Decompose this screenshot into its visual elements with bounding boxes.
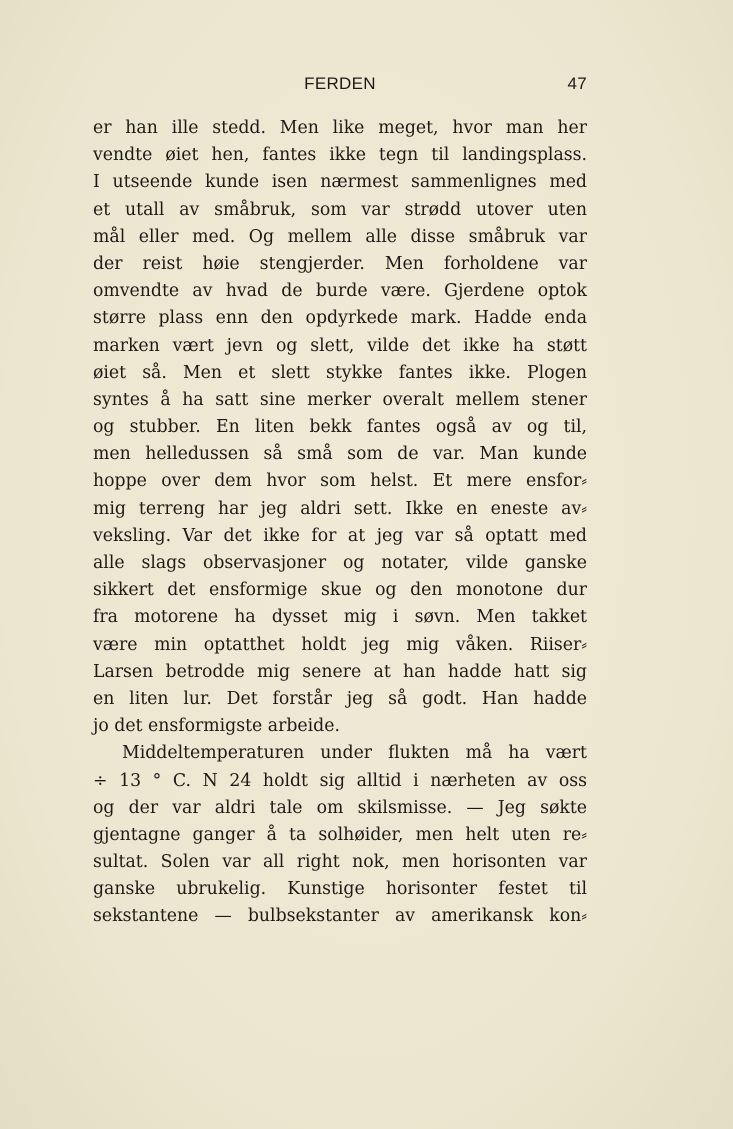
text-line: sikkert det ensformige skue og den monotone dur — [93, 580, 587, 601]
text-line: Larsen betrodde mig senere at han hadde hatt sig — [93, 661, 587, 682]
text-line: sultat. Solen var all right nok, men horisonten var — [93, 852, 587, 873]
text-line: være min optatthet holdt jeg mig våken. Riiser⸗ — [93, 634, 587, 655]
text-line: større plass enn den opdyrkede mark. Hadde enda — [93, 308, 587, 329]
text-line: marken vært jevn og slett, vilde det ikke ha støtt — [93, 335, 587, 356]
text-line: omvendte av hvad de burde være. Gjerdene optok — [93, 281, 587, 302]
text-line: ÷ 13 ° C. N 24 holdt sig alltid i nærheten av oss — [93, 770, 587, 791]
body-text — [93, 115, 587, 931]
text-line: I utseende kunde isen nærmest sammenlignes med — [93, 172, 587, 193]
text-line: sekstantene — bulbsekstanter av amerikansk kon⸗ — [93, 906, 587, 927]
text-line: et utall av småbruk, som var strødd utover uten — [93, 199, 587, 220]
chapter-title: FERDEN — [304, 74, 376, 93]
text-line: syntes å ha satt sine merker overalt mellem stener — [93, 389, 587, 410]
text-line: vendte øiet hen, fantes ikke tegn til landingsplass. — [93, 145, 587, 166]
text-line: der reist høie stengjerder. Men forholdene var — [93, 253, 587, 274]
text-line: hoppe over dem hvor som helst. Et mere ensfor⸗ — [93, 471, 587, 492]
page-number: 47 — [567, 74, 587, 93]
text-line: Middeltemperaturen under flukten må ha vært — [122, 743, 587, 764]
text-line: men helledussen så små som de var. Man kunde — [93, 444, 587, 465]
text-line: fra motorene ha dysset mig i søvn. Men takket — [93, 607, 587, 628]
text-line: ganske ubrukelig. Kunstige horisonter festet til — [93, 879, 587, 900]
text-line: mig terreng har jeg aldri sett. Ikke en eneste av⸗ — [93, 498, 587, 519]
text-line: gjentagne ganger å ta solhøider, men helt uten re⸗ — [93, 824, 587, 845]
text-line: er han ille stedd. Men like meget, hvor man her — [93, 118, 587, 138]
text-line: alle slags observasjoner og notater, vilde ganske — [93, 553, 587, 573]
running-head — [93, 74, 587, 98]
text-line: veksling. Var det ikke for at jeg var så optatt med — [93, 525, 587, 546]
text-line: mål eller med. Og mellem alle disse småbruk var — [93, 226, 587, 247]
text-line: øiet så. Men et slett stykke fantes ikke. Plogen — [93, 362, 587, 383]
text-line: og der var aldri tale om skilsmisse. — Jeg søkte — [93, 797, 587, 818]
text-line: en liten lur. Det forstår jeg så godt. Han hadde — [93, 688, 587, 709]
text-line: jo det ensformigste arbeide. — [93, 716, 340, 737]
text-line: og stubber. En liten bekk fantes også av og til, — [93, 417, 587, 438]
